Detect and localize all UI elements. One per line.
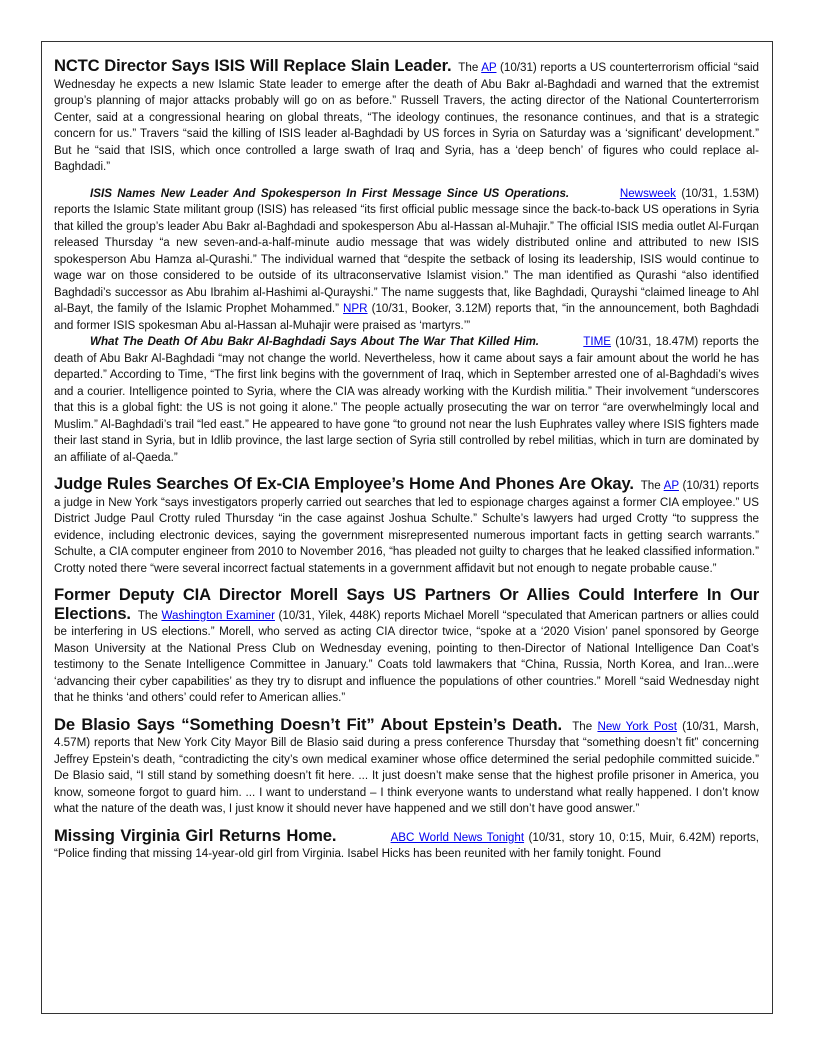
story-virginia-girl <box>54 825 759 863</box>
subheadline: ISIS Names New Leader And Spokesperson In First Message Since US Operations. <box>90 186 570 200</box>
story-de-blasio: De Blasio Says “Something Doesn’t Fit” About Epstein’s Death. The New York Post (10/31, Marsh, 4.57M) reports that New York City Mayor Bill de Blasio said during a press conference Thursday that “something doesn’t fit” concerning Jeffrey Epstein’s death, “contradicting the city’s own medical examiner whose office determined the serial pedophile committed suicide.” De Blasio said, “I still stand by something doesn’t fit here. ... It just doesn’t make sense that the highest profile prisoner in America, you know, someone forgot to guard him. ... I want to understand – I think everyone wants to understand what really happened. I don’t know what the nature of the death was, I just know it should never have happened and we still don’t have good answer.” <box>54 714 759 815</box>
source-link-ap[interactable]: AP <box>663 479 679 492</box>
headline: Missing Virginia Girl Returns Home. <box>54 825 337 845</box>
story-cia-searches: Judge Rules Searches Of Ex-CIA Employee’s Home And Phones Are Okay. The AP (10/31) reports a judge in New York “says investigators properly carried out searches that led to espionage charges against a former CIA employee.” US District Judge Paul Crotty ruled Thursday “in the case against Joshua Schulte.” Schulte’s lawyers had urged Crotty “to suppress the evidence, including electronic devices, saying the government misrepresented numerous important facts in getting search warrants.” Schulte, a CIA computer engineer from 2010 to November 2016, “has pleaded not guilty to charges that he leaked classified information.” Crotty noted there “were several incorrect factual statements in a government affidavit but not enough to negate probable cause.” <box>54 474 759 575</box>
source-link-time[interactable]: TIME <box>583 335 612 348</box>
story-text: (10/31) reports a US counterterrorism official “said Wednesday he expects a new Islamic State leader to emerge after the death of Abu Bakr al-Baghdadi and warned that the extremist group’s planning of major attacks probably will go on as before.” Russell Travers, the acting director of the National Counterterrorism Center, said at a congressional hearing on global threats, “The ideology continues, the resonance continues, and that is a strategic concern for us.” Travers “said the killing of ISIS leader al-Baghdadi by US forces in Syria on Saturday was a ‘significant’ development.” But he “said that ISIS, which once controlled a large swath of Iraq and Syria, has a ‘deep bench’ of figures who could replace al-Baghdadi.” <box>54 61 760 173</box>
headline: De Blasio Says “Something Doesn’t Fit” About Epstein’s Death. <box>54 714 562 734</box>
story-text: (10/31) reports a judge in New York “says investigators properly carried out searches that led to espionage charges against a former CIA employee.” US District Judge Paul Crotty ruled Thursday “in the case against Joshua Schulte.” Schulte’s lawyers had urged Crotty “to suppress the evidence, including electronic devices, saying the government misrepresented numerous important facts in getting search warrants.” Schulte, a CIA computer engineer from 2010 to November 2016, “has pleaded not guilty to charges that he leaked classified information.” Crotty noted there “were several incorrect factual statements in a government affidavit but not enough to negate probable cause.” <box>54 479 759 575</box>
source-link-ap[interactable]: AP <box>481 61 497 74</box>
newsletter-body <box>54 58 759 873</box>
source-link-abc-world-news-tonight[interactable]: ABC World News Tonight <box>390 830 525 844</box>
story-text: (10/31, Yilek, 448K) reports Michael Morell “speculated that American partners or allies could be interfering in US elections.” Morell, who served as acting CIA director twice, “spoke at a ‘2020 Vision’ panel sponsored by George Mason University at the National Press Club on Wednesday evening, pointing to then-Director of National Intelligence Dan Coat’s testimony to the Senate Intelligence Committee in January.” Coats told lawmakers that “China, Russia, North Korea, and Iran...were ‘advancing their cyber capabilities’ as they try to disrupt and influence the populations of other countries.” Morell “said Wednesday night that he thinks ‘and others’ could refer to American allies.” <box>54 608 760 704</box>
story-text: (10/31, 1.53M) reports the Islamic State militant group (ISIS) has released “its first official public message since the back-to-back US operations in Syria that killed the group’s leader Abu Bakr al-Baghdadi and spokesperson Abu al-Hassan al-Muhajir.” The official ISIS media outlet Al-Furqan released Thursday “a new seven-and-a-half-minute audio message that was widely distributed online and attributed to new ISIS spokesperson Abu Hamza al-Qurashi.” The individual warned that “despite the setback of losing its leadership, ISIS would continue to wage war on those considered to be outside of its ultraconservative Islamist vision.” The man identified as Qurashi “also identified Baghdadi’s successor as Abu Ibrahim al-Hashimi al-Qurayshi.” The name suggests that, like Baghdadi, Qurayshi “claimed lineage to Ahl al-Bayt, the family of the Islamic Prophet Mohammed.” <box>54 186 759 315</box>
source-link-washington-examiner[interactable]: Washington Examiner <box>161 608 275 622</box>
source-link-npr[interactable]: NPR <box>343 302 368 315</box>
story-text: (10/31, Marsh, 4.57M) reports that New York City Mayor Bill de Blasio said during a press conference Thursday that “something doesn’t fit” concerning Jeffrey Epstein’s death, “contradicting the city’s own medical examiner whose office determined the serial pedophile committed suicide.” De Blasio said, “I still stand by something doesn’t fit here. ... It just doesn’t make sense that the highest profile prisoner in America, you know, someone forgot to guard him. ... I want to understand – I think everyone wants to understand what really happened. I don’t know what the nature of the death was, I just know it should never have happened and we still don’t have good answer.” <box>54 719 759 815</box>
headline: NCTC Director Says ISIS Will Replace Slain Leader. <box>54 56 452 75</box>
source-link-new-york-post[interactable]: New York Post <box>597 719 677 733</box>
story-morell: Former Deputy CIA Director Morell Says US Partners Or Allies Could Interfere In Our Elections. The Washington Examiner (10/31, Yilek, 448K) reports Michael Morell “speculated that American partners or allies could be interfering in US elections.” Morell, who served as acting CIA director twice, “spoke at a ‘2020 Vision’ panel sponsored by George Mason University at the National Press Club on Wednesday evening, pointing to then-Director of National Intelligence Dan Coat’s testimony to the Senate Intelligence Committee in January.” Coats told lawmakers that “China, Russia, North Korea, and Iran...were ‘advancing their cyber capabilities’ as they try to disrupt and influence the populations of other countries.” Morell “said Wednesday night that he thinks ‘and others’ could refer to American allies.” <box>54 585 760 704</box>
substory-isis-leader <box>54 186 759 335</box>
story-nctc: NCTC Director Says ISIS Will Replace Slain Leader. The AP (10/31) reports a US counterterrorism official “said Wednesday he expects a new Islamic State leader to emerge after the death of Abu Bakr al-Baghdadi and warned that the extremist group’s planning of major attacks probably will go on as before.” Russell Travers, the acting director of the National Counterterrorism Center, said at a congressional hearing on global threats, “The ideology continues, the resonance continues, and that is a strategic concern for us.” Travers “said the killing of ISIS leader al-Baghdadi by US forces in Syria on Saturday was a ‘significant’ development.” But he “said that ISIS, which once controlled a large swath of Iraq and Syria, has a ‘deep bench’ of figures who could replace al-Baghdadi.” <box>54 56 760 173</box>
headline: Judge Rules Searches Of Ex-CIA Employee’s Home And Phones Are Okay. <box>54 474 634 493</box>
story-text: (10/31, Booker, 3.12M) reports that, “in the announcement, both Baghdadi and former ISIS spokesman Abu al-Hassan al-Muhajir were praised as ‘martyrs.’” <box>54 302 759 332</box>
source-link-newsweek[interactable]: Newsweek <box>619 186 676 200</box>
headline: Former Deputy CIA Director Morell Says US Partners Or Allies Could Interfere In Our Elections. <box>54 585 759 623</box>
substory-time <box>54 334 759 466</box>
story-text: (10/31, 18.47M) reports the death of Abu Bakr Al-Baghdadi “may not change the world. Nevertheless, how it came about says a fair amount about the world he has departed.” According to Time, “The first link begins with the government of Iraq, which in September arrested one of al-Baghdadi’s wives and a courier. Intelligence pointed to Syria, where the CIA was already working with the Kurdish militia.” Their involvement “underscores that this is a global fight: the US is not going it alone.” The people actually prosecuting the war on terror “are overwhelmingly local and Muslim.” Al-Baghdadi’s trail “led east.” He appeared to have gone “to ground not near the lush Euphrates valley where ISIS fighters made their last stand in Syria, but in Idlib province, the last large section of Syria still controlled by rebel militias, which in turn are dominated by an affiliate of al-Qaeda.” <box>54 335 759 464</box>
subheadline: What The Death Of Abu Bakr Al-Baghdadi Says About The War That Killed Him. <box>90 335 539 348</box>
story-text: (10/31, story 10, 0:15, Muir, 6.42M) reports, “Police finding that missing 14-year-old girl from Virginia. Isabel Hicks has been reunited with her family tonight. Found <box>54 830 759 860</box>
